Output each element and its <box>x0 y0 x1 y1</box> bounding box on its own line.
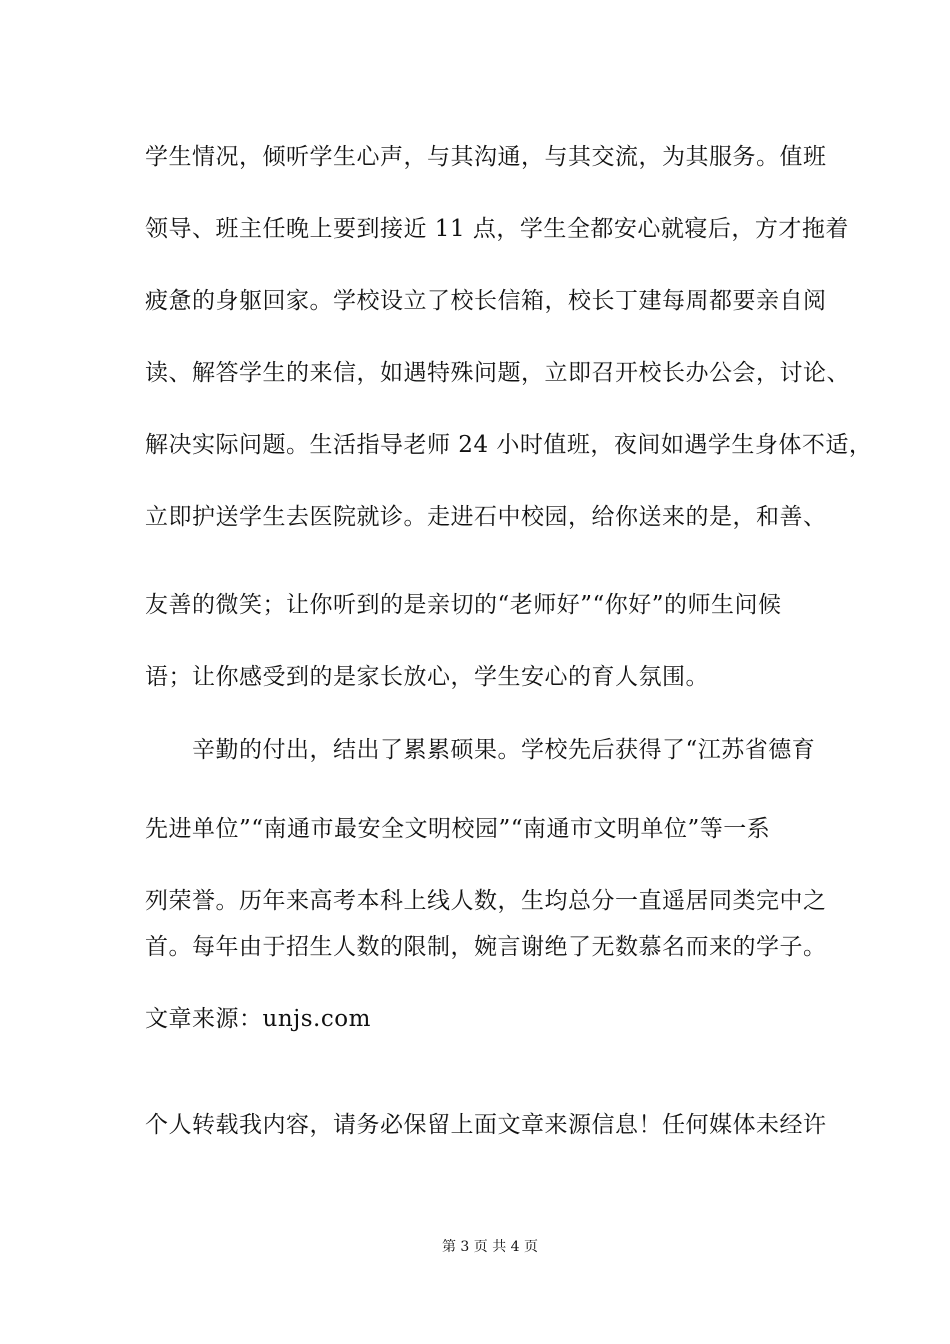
body-text-line: 先进单位”“南通市最安全文明校园”“南通市文明单位”等一系 <box>145 816 771 842</box>
body-text-line: 立即护送学生去医院就诊。走进石中校园，给你送来的是，和善、 <box>145 504 827 530</box>
body-text-line: 学生情况，倾听学生心声，与其沟通，与其交流，为其服务。值班 <box>145 144 827 170</box>
body-text-line: 列荣誉。历年来高考本科上线人数，生均总分一直遥居同类完中之 <box>145 888 827 914</box>
body-text-line: 首。每年由于招生人数的限制，婉言谢绝了无数慕名而来的学子。 <box>145 934 827 960</box>
source-line: 文章来源：unjs.com <box>145 1006 371 1032</box>
body-text-line: 友善的微笑；让你听到的是亲切的“老师好”“你好”的师生问候 <box>145 592 782 618</box>
paragraph-first-line: 辛勤的付出，结出了累累硕果。学校先后获得了“江苏省德育 <box>192 737 816 763</box>
body-text-line: 解决实际问题。生活指导老师 24 小时值班，夜间如遇学生身体不适， <box>145 432 873 458</box>
body-text-line: 疲惫的身躯回家。学校设立了校长信箱，校长丁建每周都要亲自阅 <box>145 288 827 314</box>
body-text-line: 语；让你感受到的是家长放心，学生安心的育人氛围。 <box>145 664 709 690</box>
page-number-footer: 第 3 页 共 4 页 <box>441 1239 539 1255</box>
body-text-line: 读、解答学生的来信，如遇特殊问题，立即召开校长办公会，讨论、 <box>145 360 850 386</box>
body-text-line: 个人转载我内容，请务必保留上面文章来源信息！任何媒体未经许 <box>145 1112 827 1138</box>
body-text-line: 领导、班主任晚上要到接近 11 点，学生全都安心就寝后，方才拖着 <box>145 216 849 242</box>
